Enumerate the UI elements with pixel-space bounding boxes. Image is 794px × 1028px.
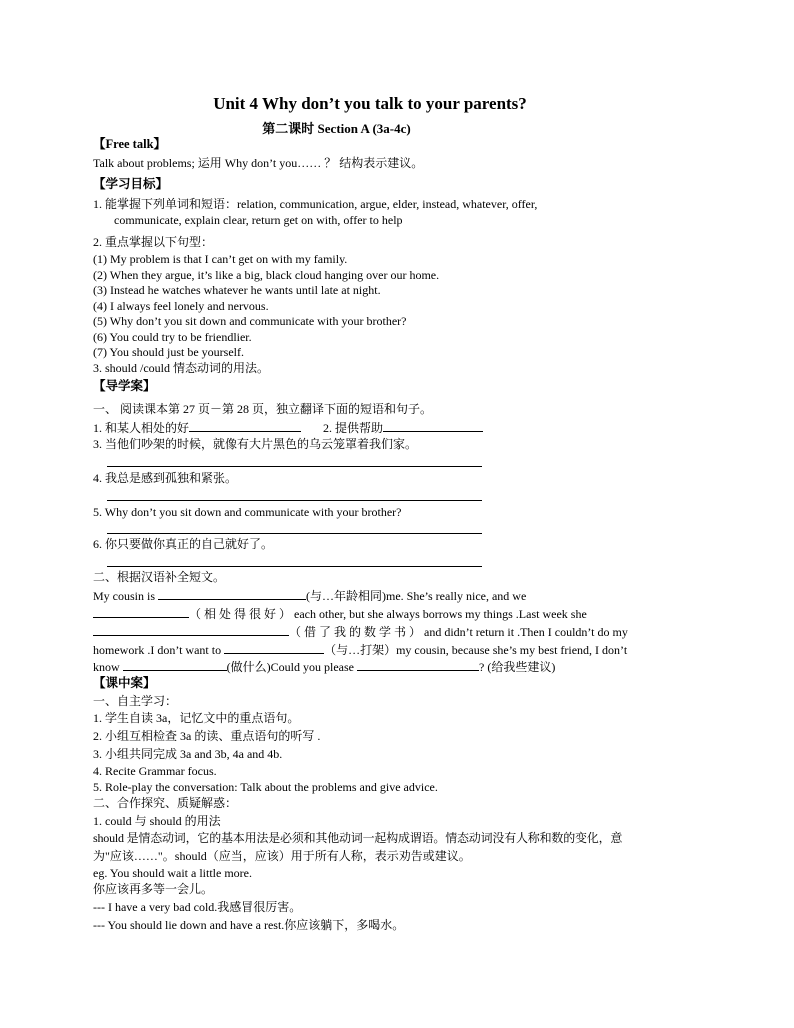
guide-question-3: 3. 当他们吵架的时候，就像有大片黑色的乌云笼罩着我们家。	[93, 437, 418, 451]
passage-line-2	[93, 606, 705, 622]
passage-text: homework .I don’t want to	[93, 643, 225, 657]
sentence-item: (2) When they argue, it’s like a big, black cloud hanging over our home.	[93, 268, 440, 282]
page-subtitle: 第二课时 Section A (3a-4c)	[262, 121, 411, 136]
grammar-explanation-2: 为"应该……"。should（应当，应该）用于所有人称，表示劝告或建议。	[93, 849, 471, 863]
answer-line-6[interactable]	[107, 566, 482, 567]
passage-text: （与…打架）my cousin, because she’s my best friend, I don’t	[324, 643, 628, 657]
sentence-item: (4) I always feel lonely and nervous.	[93, 299, 269, 313]
guide-part-2-instruction: 二、根据汉语补全短文。	[93, 570, 226, 584]
example-translation: 你应该再多等一会儿。	[93, 882, 214, 896]
page-title: Unit 4 Why don’t you talk to your parents?	[213, 94, 527, 113]
guide-question-1-2	[93, 420, 705, 436]
example-sentence: eg. You should wait a little more.	[93, 866, 252, 880]
passage-text: My cousin is	[93, 589, 159, 603]
passage-text: know	[93, 660, 123, 674]
sentence-item: (6) You could try to be friendlier.	[93, 330, 252, 344]
passage-blank-borrowed-math-book[interactable]	[93, 624, 289, 636]
inclass-item: 1. 学生自读 3a，记忆文中的重点语句。	[93, 711, 300, 725]
passage-blank-what-to-do[interactable]	[123, 659, 227, 671]
dialogue-line-1: --- I have a very bad cold.我感冒很厉害。	[93, 900, 302, 914]
goals-heading: 【学习目标】	[93, 177, 169, 191]
goals-item-2: 2. 重点掌握以下句型：	[93, 235, 214, 249]
guide-question-6: 6. 你只要做你真正的自己就好了。	[93, 537, 274, 551]
sentence-item: (7) You should just be yourself.	[93, 345, 245, 359]
free-talk-text: Talk about problems; 运用 Why don’t you…… ？ 结构表示建议。	[93, 156, 424, 170]
question-1-blank[interactable]	[189, 420, 301, 432]
guide-part-1-instruction: 一、 阅读课本第 27 页－第 28 页，独立翻译下面的短语和句子。	[93, 402, 433, 416]
answer-line-5[interactable]	[107, 533, 482, 534]
question-2-text: 2. 提供帮助	[323, 421, 384, 435]
goals-item-1-continued: communicate, explain clear, return get on with, offer to help	[114, 213, 403, 227]
passage-line-5	[93, 659, 705, 675]
grammar-point-1: 1. could 与 should 的用法	[93, 814, 221, 828]
inclass-part-1: 一、自主学习：	[93, 694, 178, 708]
passage-blank-same-age[interactable]	[158, 588, 306, 600]
sentence-item: (3) Instead he watches whatever he wants until late at night.	[93, 283, 381, 297]
passage-line-4	[93, 642, 705, 658]
dialogue-line-2: --- You should lie down and have a rest.你应该躺下，多喝水。	[93, 918, 405, 932]
passage-blank-give-advice[interactable]	[357, 659, 479, 671]
passage-line-3	[93, 624, 705, 640]
guide-question-5: 5. Why don’t you sit down and communicate with your brother?	[93, 505, 402, 519]
answer-line-3[interactable]	[107, 466, 482, 467]
inclass-heading: 【课中案】	[93, 676, 156, 690]
passage-text: （ 借 了 我 的 数 学 书 ） and didn’t return it .Then I couldn’t do my	[289, 625, 628, 639]
sentence-item: (5) Why don’t you sit down and communicate with your brother?	[93, 314, 407, 328]
question-1-text: 1. 和某人相处的好	[93, 421, 190, 435]
inclass-part-2: 二、合作探究、质疑解惑：	[93, 796, 238, 810]
guide-heading: 【导学案】	[93, 379, 156, 393]
goals-item-3: 3. should /could 情态动词的用法。	[93, 361, 269, 375]
free-talk-heading: 【Free talk】	[93, 137, 167, 151]
question-2-blank[interactable]	[383, 420, 483, 432]
inclass-item: 3. 小组共同完成 3a and 3b, 4a and 4b.	[93, 747, 283, 761]
passage-blank-fight-with[interactable]	[224, 642, 324, 654]
goals-item-1: 1. 能掌握下列单词和短语：relation, communication, argue, elder, instead, whatever, offer,	[93, 197, 538, 211]
passage-text: （ 相 处 得 很 好 ） each other, but she always borrows my things .Last week she	[189, 607, 587, 621]
passage-text: (做什么)Could you please	[226, 660, 357, 674]
inclass-item: 4. Recite Grammar focus.	[93, 764, 217, 778]
guide-question-4: 4. 我总是感到孤独和紧张。	[93, 471, 238, 485]
passage-text: (与…年龄相同)me. She’s really nice, and we	[306, 589, 527, 603]
passage-blank-get-on-well[interactable]	[93, 606, 189, 618]
grammar-explanation-1: should 是情态动词，它的基本用法是必须和其他动词一起构成谓语。情态动词没有人称和数的变化，意	[93, 831, 623, 845]
passage-text: ? (给我些建议)	[479, 660, 556, 674]
inclass-item: 2. 小组互相检查 3a 的读、重点语句的听写 .	[93, 729, 321, 743]
answer-line-4[interactable]	[107, 500, 482, 501]
inclass-item: 5. Role-play the conversation: Talk about the problems and give advice.	[93, 780, 438, 794]
sentence-item: (1) My problem is that I can’t get on with my family.	[93, 252, 348, 266]
passage-line-1	[93, 588, 705, 604]
